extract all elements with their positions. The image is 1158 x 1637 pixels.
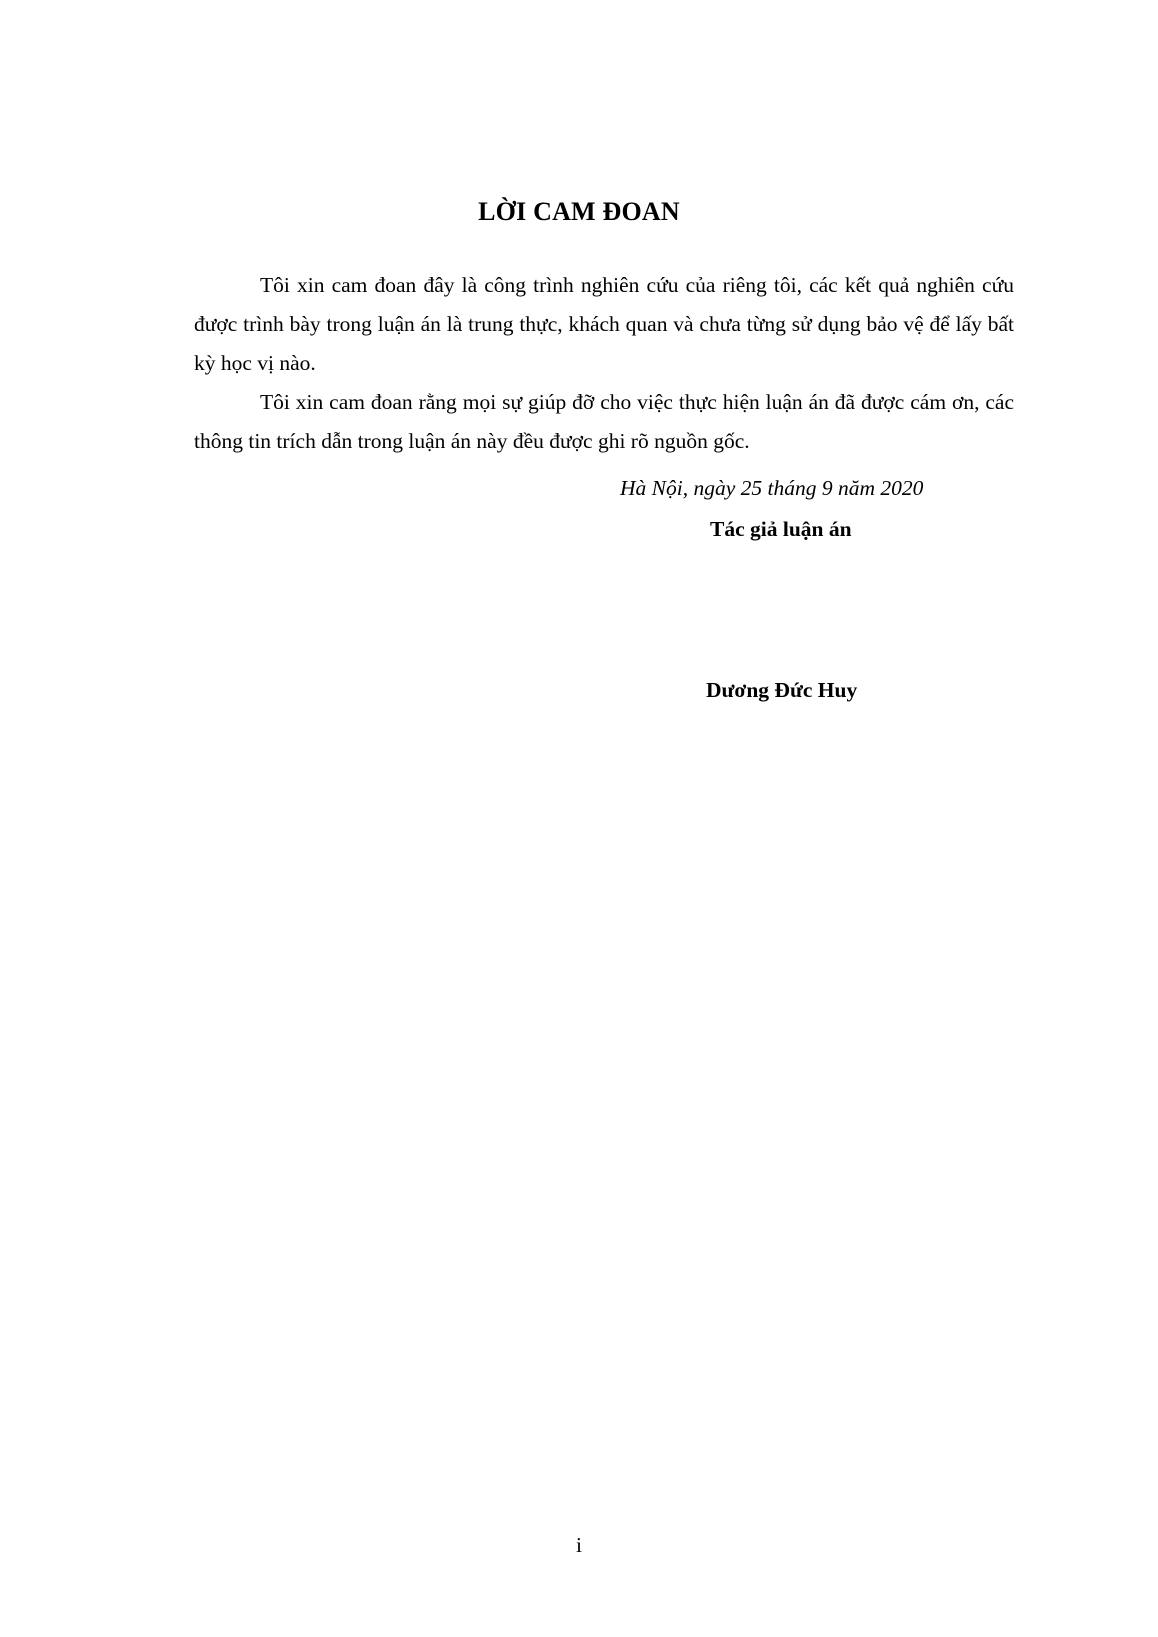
author-label: Tác giả luận án [710, 517, 852, 541]
declaration-body [194, 266, 1014, 461]
author-name: Dương Đức Huy [706, 678, 858, 702]
page-number: i [576, 1533, 582, 1557]
page-title: LỜI CAM ĐOAN [478, 197, 680, 226]
date-line: Hà Nội, ngày 25 tháng 9 năm 2020 [620, 476, 924, 500]
paragraph-2: Tôi xin cam đoan rằng mọi sự giúp đỡ cho việc thực hiện luận án đã được cám ơn, các thông tin trích dẫn trong luận án này đều được ghi rõ nguồn gốc. [194, 390, 1014, 453]
paragraph-1: Tôi xin cam đoan đây là công trình nghiên cứu của riêng tôi, các kết quả nghiên cứu được trình bày trong luận án là trung thực, khách quan và chưa từng sử dụng bảo vệ để lấy bất kỳ học vị nào. [194, 273, 1014, 375]
